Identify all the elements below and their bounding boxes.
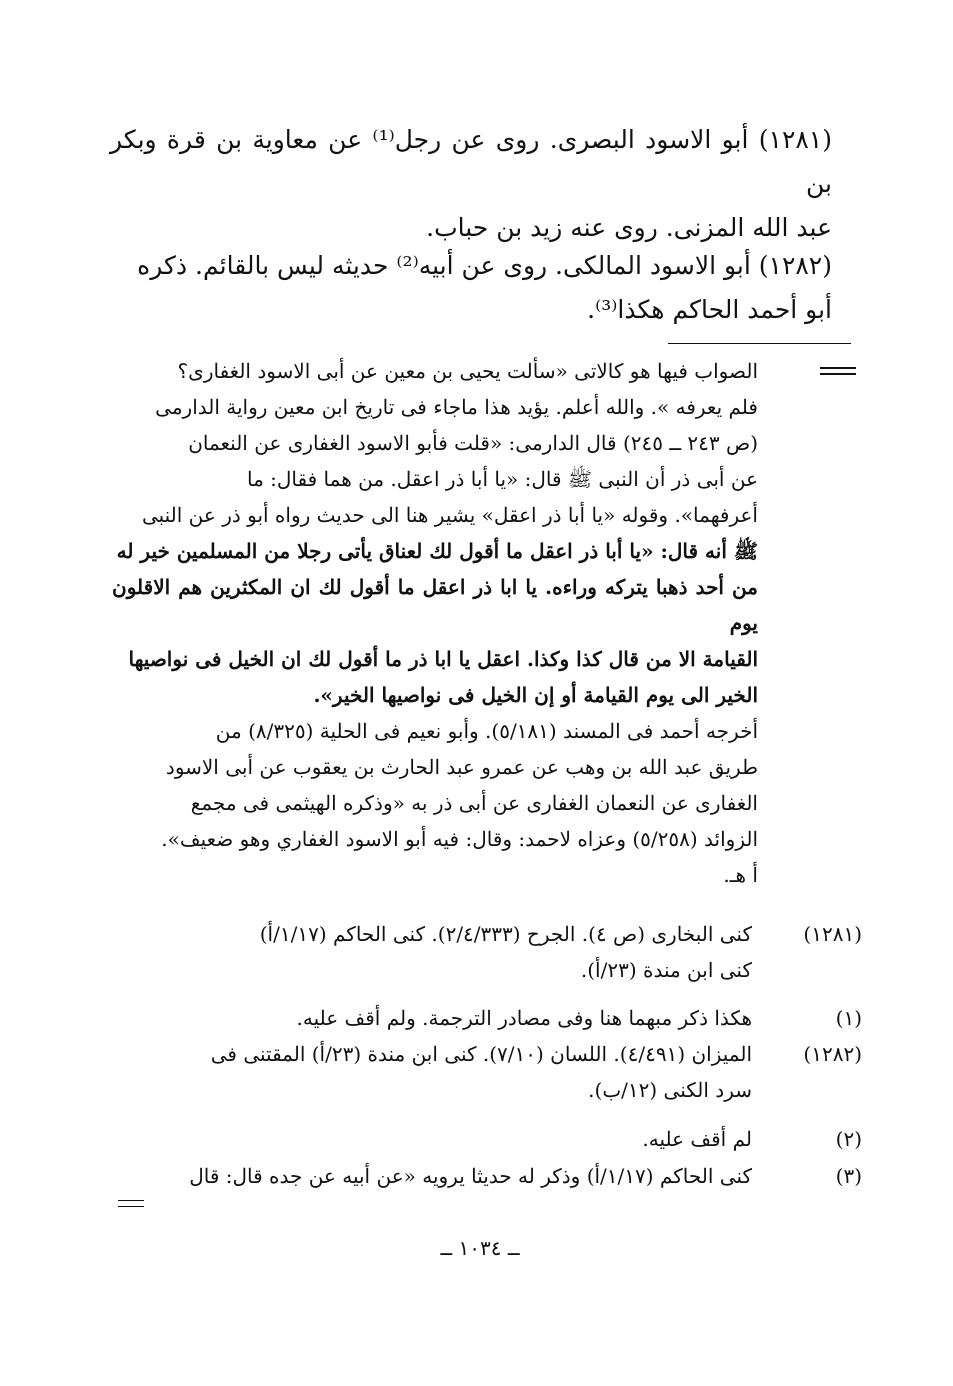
hadith-text: «يا أبا ذر اعقل ما أقول لك لعناق يأتى رجلا من المسلمين خير له: [116, 539, 654, 563]
footnote-line: الميزان (٤/٤٩١). اللسان (٧/١٠). كنى ابن مندة (٢٣/أ) المقتنى فى: [210, 1042, 752, 1066]
footnote-line: هكذا ذكر مبهما هنا وفى مصادر الترجمة. ولم أقف عليه.: [296, 1006, 752, 1030]
note-line: عن أبى ذر أن النبى ﷺ قال: «يا أبا ذر اعقل. من هما فقال: ما: [246, 467, 758, 491]
hadith-line: من أحد ذهبا يتركه وراءه. يا ابا ذر اعقل ما أقول لك ان المكثرين هم الاقلون يوم: [112, 575, 758, 635]
note-line: أعرفهما». وقوله «يا أبا ذر اعقل» يشير هنا الى حديث رواه أبو ذر عن النبى: [141, 503, 758, 527]
note-line: الغفارى عن النعمان الغفارى عن أبى ذر به «وذكره الهيثمى فى مجمع: [190, 791, 758, 815]
note-line: أ هـ.: [723, 863, 758, 887]
entry-1282: [110, 244, 832, 332]
footnote-continuation: [112, 353, 758, 893]
note-line: (ص ٢٤٣ ــ ٢٤٥) قال الدارمى: «قلت فأبو الاسود الغفارى عن النعمان: [188, 431, 758, 455]
entry-1281: [110, 118, 832, 250]
footnote-line: كنى ابن مندة (٢٣/أ).: [580, 958, 752, 982]
hadith-line: الخير الى يوم القيامة أو إن الخيل فى نواصيها الخير».: [313, 683, 758, 707]
footnote-separator-line: [668, 343, 851, 344]
footnote-line: لم أقف عليه.: [642, 1127, 752, 1151]
entry-line: أبو أحمد الحاكم هكذا⁽³⁾.: [587, 295, 832, 324]
entry-line: (١٢٨٢) أبو الاسود المالكى. روى عن أبيه⁽²⁾ حديثه ليس بالقائم. ذكره: [137, 251, 832, 280]
footnote-marker: (١): [835, 1006, 862, 1030]
footnote-1281: [112, 916, 862, 988]
note-line: أخرجه أحمد فى المسند (٥/١٨١). وأبو نعيم فى الحلية (٨/٣٢٥) من: [215, 719, 758, 743]
continued-mark: [118, 1200, 144, 1207]
footnote-1: [112, 1000, 862, 1036]
footnote-marker: (١٢٨١): [803, 922, 862, 946]
footnote-line: سرد الكنى (١٢/ب).: [588, 1078, 752, 1102]
footnote-3: [112, 1158, 862, 1194]
note-line: فلم يعرفه ». والله أعلم. يؤيد هذا ماجاء فى تاريخ ابن معين رواية الدارمى: [155, 395, 758, 419]
continuation-mark-lower: [820, 373, 856, 375]
hadith-intro: ﷺ أنه قال:: [660, 539, 758, 563]
footnote-marker: (١٢٨٢): [803, 1042, 862, 1066]
entry-line: (١٢٨١) أبو الاسود البصرى. روى عن رجل⁽¹⁾ عن معاوية بن قرة وبكر بن: [110, 125, 832, 198]
note-line: طريق عبد الله بن وهب عن عمرو عبد الحارث بن يعقوب عن أبى الاسود: [165, 755, 758, 779]
hadith-line: [112, 533, 758, 569]
footnote-1282: [112, 1036, 862, 1108]
footnote-marker: (٣): [835, 1164, 862, 1188]
footnote-marker: (٢): [835, 1127, 862, 1151]
hadith-line: القيامة الا من قال كذا وكذا. اعقل يا ابا ذر ما أقول لك ان الخيل فى نواصيها: [128, 647, 758, 671]
entry-line: عبد الله المزنى. روى عنه زيد بن حباب.: [426, 213, 832, 242]
footnote-2: [112, 1121, 862, 1157]
continuation-mark-upper: [820, 367, 856, 369]
footnote-line: كنى الحاكم (١/١٧/أ) وذكر له حديثا يرويه «عن أبيه عن جده قال: قال: [189, 1164, 752, 1188]
footnote-line: كنى البخارى (ص ٤). الجرح (٢/٤/٣٣٣). كنى الحاكم (١/١٧/أ): [259, 922, 752, 946]
note-line: الزوائد (٥/٢٥٨) وعزاه لاحمد: وقال: فيه أبو الاسود الغفاري وهو ضعيف».: [161, 827, 758, 851]
page-number: ــ ١٠٣٤ ــ: [440, 1236, 520, 1260]
note-line: الصواب فيها هو كالاتى «سألت يحيى بن معين عن أبى الاسود الغفارى؟: [177, 359, 758, 383]
